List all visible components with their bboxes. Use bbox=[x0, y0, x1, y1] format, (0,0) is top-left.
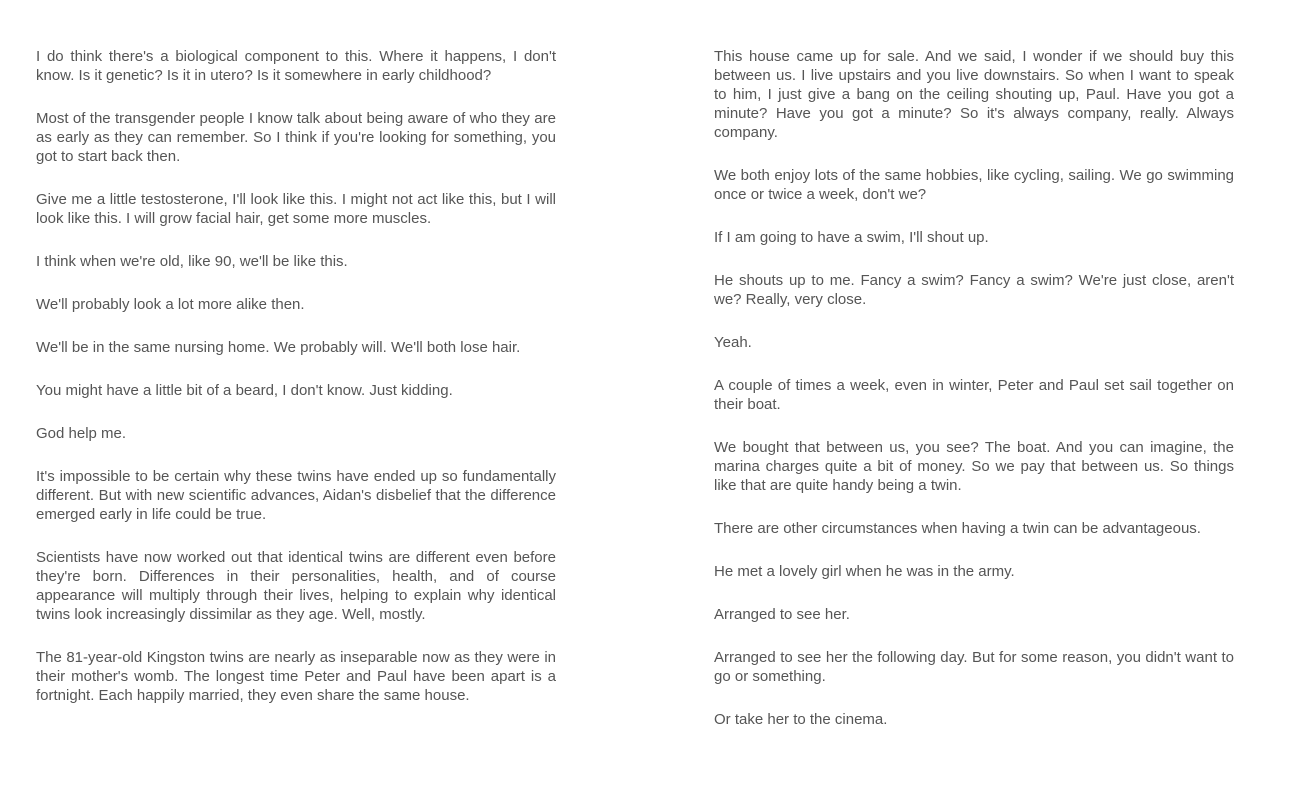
paragraph: This house came up for sale. And we said, I wonder if we should buy this between us. I live upstairs and you live downstairs. So when I want to speak to him, I just give a bang on the ceiling shouting up, Paul. Have you got a minute? Have you got a minute? So it's always company, really. Always company. bbox=[714, 48, 1234, 141]
paragraph: I do think there's a biological component to this. Where it happens, I don't know. Is it genetic? Is it in utero? Is it somewhere in early childhood? bbox=[36, 48, 556, 84]
paragraph: A couple of times a week, even in winter, Peter and Paul set sail together on their boat. bbox=[714, 377, 1234, 413]
right-column bbox=[714, 47, 1234, 753]
paragraph: The 81-year-old Kingston twins are nearly as inseparable now as they were in their mother's womb. The longest time Peter and Paul have been apart is a fortnight. Each happily married, they even share the same house. bbox=[36, 649, 556, 704]
paragraph: You might have a little bit of a beard, I don't know. Just kidding. bbox=[36, 382, 453, 399]
paragraph: I think when we're old, like 90, we'll be like this. bbox=[36, 253, 348, 270]
left-column bbox=[36, 47, 556, 729]
paragraph: He shouts up to me. Fancy a swim? Fancy a swim? We're just close, aren't we? Really, very close. bbox=[714, 272, 1234, 308]
paragraph: Yeah. bbox=[714, 334, 752, 351]
paragraph: Arranged to see her. bbox=[714, 606, 850, 623]
paragraph: Most of the transgender people I know talk about being aware of who they are as early as they can remember. So I think if you're looking for something, you got to start back then. bbox=[36, 110, 556, 165]
paragraph: It's impossible to be certain why these twins have ended up so fundamentally different. But with new scientific advances, Aidan's disbelief that the difference emerged early in life could be true. bbox=[36, 468, 556, 523]
paragraph: God help me. bbox=[36, 425, 127, 442]
paragraph: If I am going to have a swim, I'll shout up. bbox=[714, 229, 989, 246]
paragraph: Or take her to the cinema. bbox=[714, 711, 888, 728]
paragraph: Arranged to see her the following day. But for some reason, you didn't want to go or something. bbox=[714, 649, 1234, 685]
paragraph: We both enjoy lots of the same hobbies, like cycling, sailing. We go swimming once or twice a week, don't we? bbox=[714, 167, 1234, 203]
paragraph: We bought that between us, you see? The boat. And you can imagine, the marina charges quite a bit of money. So we pay that between us. So things like that are quite handy being a twin. bbox=[714, 439, 1234, 494]
paragraph: Give me a little testosterone, I'll look like this. I might not act like this, but I will look like this. I will grow facial hair, get some more muscles. bbox=[36, 191, 556, 227]
paragraph: He met a lovely girl when he was in the army. bbox=[714, 563, 1015, 580]
paragraph: We'll be in the same nursing home. We probably will. We'll both lose hair. bbox=[36, 339, 521, 356]
paragraph: There are other circumstances when having a twin can be advantageous. bbox=[714, 520, 1201, 537]
paragraph: Scientists have now worked out that identical twins are different even before they're born. Differences in their personalities, health, and of course appearance will multiply through their lives, helping to explain why identical twins look increasingly dissimilar as they age. Well, mostly. bbox=[36, 549, 556, 623]
paragraph: We'll probably look a lot more alike then. bbox=[36, 296, 305, 313]
